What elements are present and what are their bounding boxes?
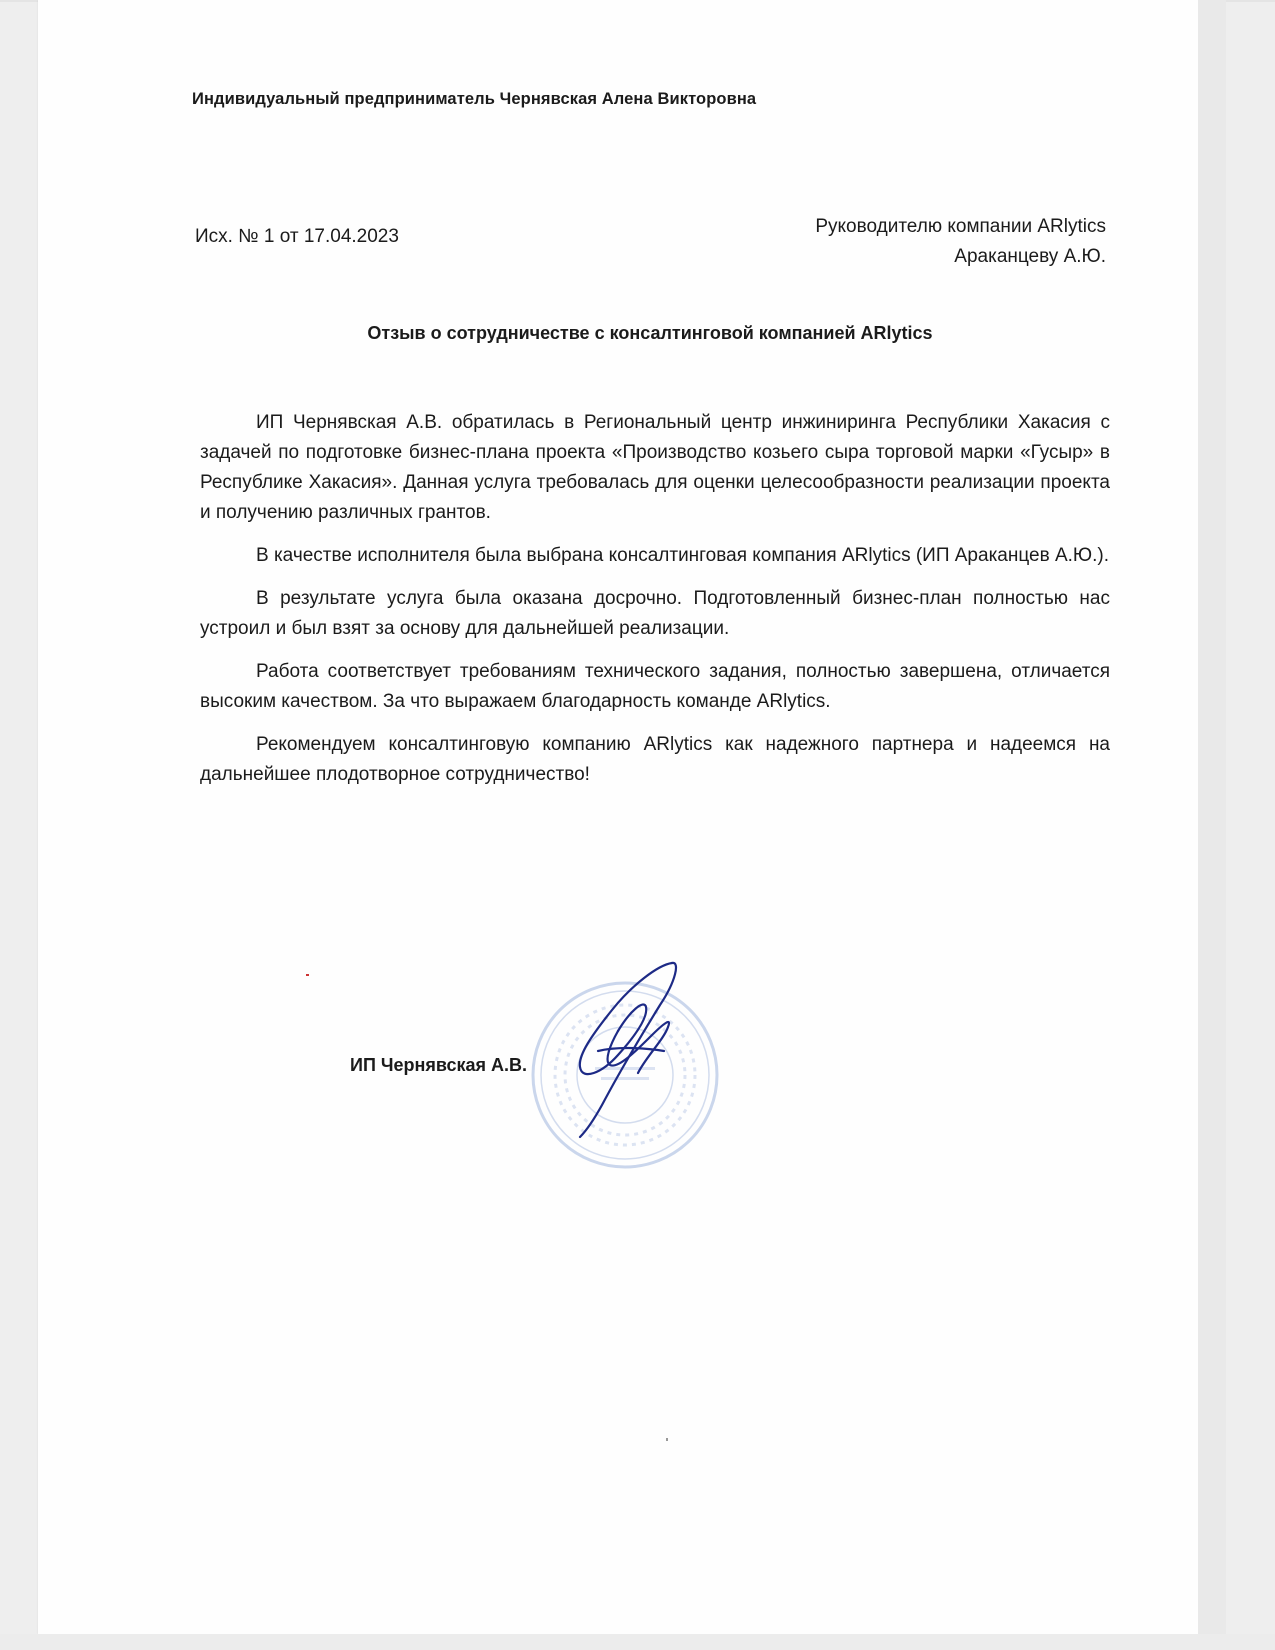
paragraph-4: Работа соответствует требованиям технического задания, полностью завершена, отличается высоким качеством. За что выражаем благодарность команде ARlytics. [200, 661, 1110, 712]
signatory-name: ИП Чернявская А.В. [350, 1055, 528, 1075]
letterhead: Индивидуальный предприниматель Чернявская Алена Викторовна [192, 90, 757, 108]
addressee-block [700, 212, 1106, 272]
letter-body [200, 408, 1110, 803]
paragraph-2: В качестве исполнителя была выбрана консалтинговая компания ARlytics (ИП Араканцев А.Ю.). [256, 545, 1109, 566]
addressee-line-2: Араканцеву А.Ю. [954, 246, 1106, 267]
scan-speck [666, 1438, 668, 1441]
paragraph-3: В результате услуга была оказана досрочно. Подготовленный бизнес-план полностью нас устроил и был взят за основу для дальнейшей реализации. [200, 588, 1110, 639]
scan-border-right [1198, 0, 1226, 1650]
paragraph-1: ИП Чернявская А.В. обратилась в Региональный центр инжиниринга Республики Хакасия с задачей по подготовке бизнес-плана проекта «Производство козьего сыра торговой марки «Гусыр» в Республике Хакасия». Данная услуга требовалась для оценки целесообразности реализации проекта и получению различных грантов. [200, 412, 1110, 523]
scan-border-bottom [0, 1634, 1275, 1650]
letter-title: Отзыв о сотрудничестве с консалтинговой компанией ARlytics [367, 323, 933, 343]
handwritten-signature-icon [540, 955, 725, 1140]
outgoing-reference: Исх. № 1 от 17.04.2023 [195, 226, 399, 247]
addressee-line-1: Руководителю компании ARlytics [815, 216, 1106, 237]
paragraph-5: Рекомендуем консалтинговую компанию ARlytics как надежного партнера и надеемся на дальнейшее плодотворное сотрудничество! [200, 734, 1110, 785]
scan-speck [306, 974, 309, 976]
